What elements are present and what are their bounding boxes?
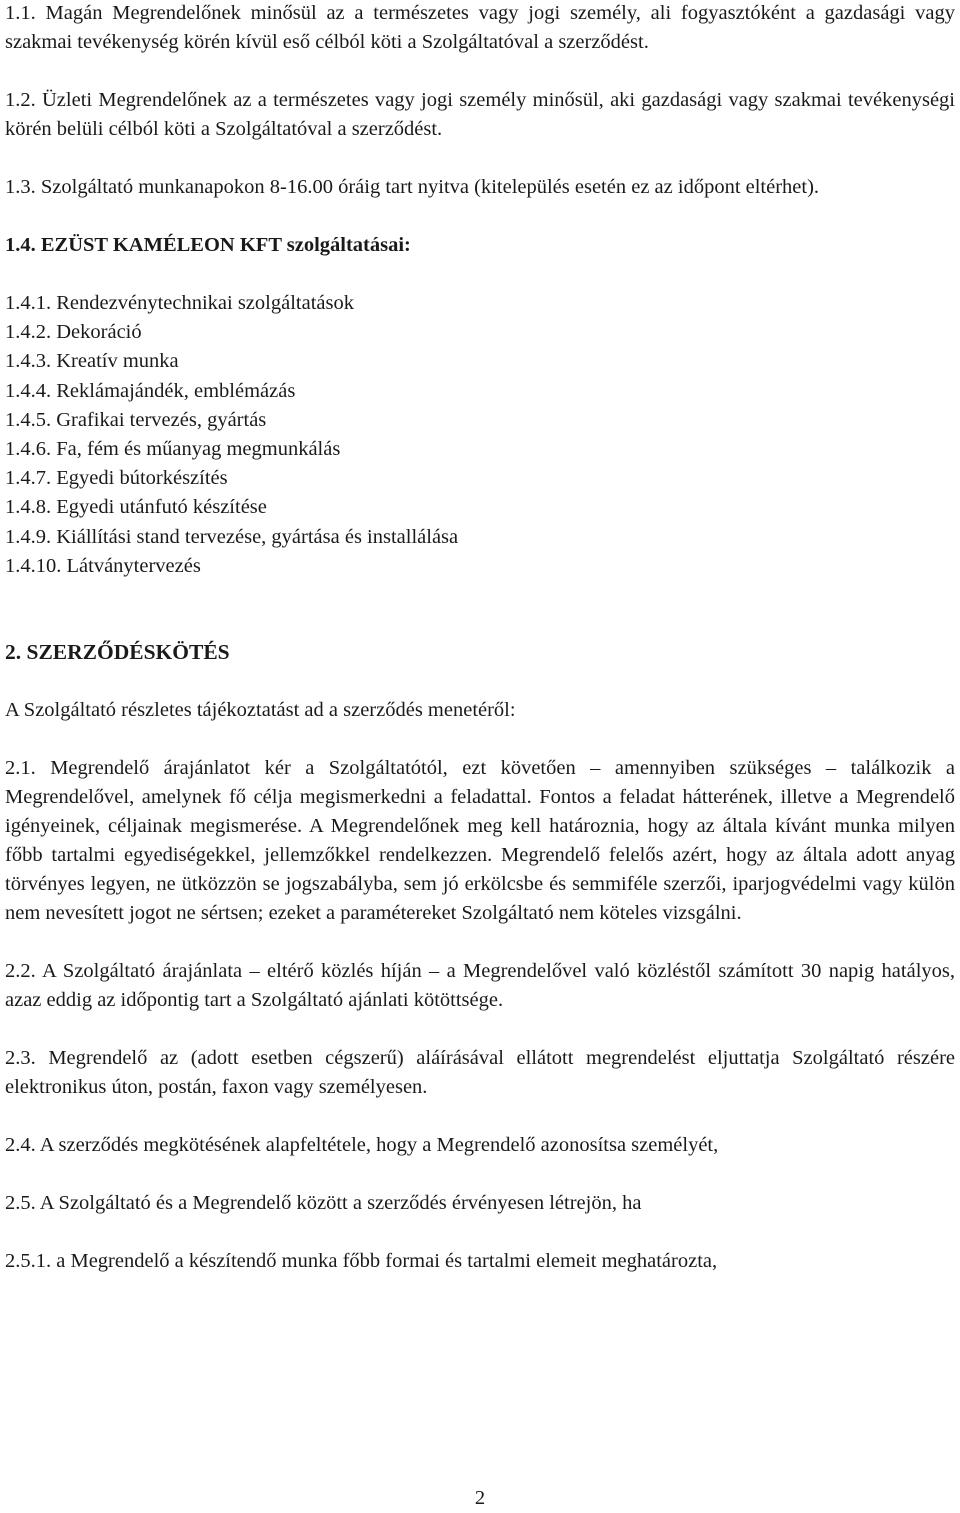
paragraph-2-2: 2.2. A Szolgáltató árajánlata – eltérő közlés híján – a Megrendelővel való közléstől számított 30 napig hatályos, azaz eddig az időpontig tart a Szolgáltató ajánlati kötöttsége. [5,960,955,1012]
paragraph-1-2: 1.2. Üzleti Megrendelőnek az a természetes vagy jogi személy minősül, aki gazdasági vagy szakmai tevékenységi körén belüli célból köti a Szolgáltatóval a szerződést. [5,89,955,140]
services-heading: 1.4. EZÜST KAMÉLEON KFT szolgáltatásai: [5,234,411,256]
document-page [5,0,955,1276]
paragraph-2-4: 2.4. A szerződés megkötésének alapfeltétele, hogy a Megrendelő azonosítsa személyét, [5,1134,719,1157]
paragraph-2-5-1: 2.5.1. a Megrendelő a készítendő munka főbb formai és tartalmi elemeit meghatározta, [5,1250,718,1273]
service-item: 1.4.3. Kreatív munka [5,350,179,373]
services-list [5,289,955,581]
section-2-heading: 2. SZERZŐDÉSKÖTÉS [5,640,230,665]
paragraph-1-3: 1.3. Szolgáltató munkanapokon 8-16.00 óráig tart nyitva (kitelepülés esetén ez az időpont eltérhet). [5,176,820,198]
page-number: 2 [474,1487,486,1509]
service-item: 1.4.1. Rendezvénytechnikai szolgáltatások [5,292,354,314]
service-item: 1.4.7. Egyedi bútorkészítés [5,467,228,490]
service-item: 1.4.4. Reklámajándék, emblémázás [5,379,296,402]
section-2-intro: A Szolgáltató részletes tájékoztatást ad a szerződés menetéről: [5,699,516,722]
service-item: 1.4.5. Grafikai tervezés, gyártás [5,408,267,431]
paragraph-2-1: 2.1. Megrendelő árajánlatot kér a Szolgáltatótól, ezt követően – amennyiben szükséges – találkozik a Megrendelővel, amelynek fő célja megismerkedni a feladattal. Fontos a feladat hátterének, illetve a Megrendelő igényeinek, céljainak megismerése. A Megrendelőnek meg kell határoznia, hogy az általa kívánt munka milyen főbb tartalmi egyediségekkel, jellemzőkkel rendelkezzen. Megrendelő felelős azért, hogy az általa adott anyag törvényes legyen, ne ütközzön se jogszabályba, sem jó erkölcsbe és semmiféle szerzői, iparjogvédelmi vagy külön nem nevesített jogot ne sértsen; ezeket a paramétereket Szolgáltató nem köteles vizsgálni. [5,757,955,925]
service-item: 1.4.2. Dekoráció [5,321,142,344]
paragraph-1-1: 1.1. Magán Megrendelőnek minősül az a természetes vagy jogi személy, ali fogyasztóként a gazdasági vagy szakmai tevékenység körén kívül eső célból köti a Szolgáltatóval a szerződést. [5,2,955,53]
service-item: 1.4.10. Látványtervezés [5,554,201,577]
service-item: 1.4.9. Kiállítási stand tervezése, gyártása és installálása [5,525,459,548]
paragraph-2-5: 2.5. A Szolgáltató és a Megrendelő között a szerződés érvényesen létrejön, ha [5,1192,642,1215]
paragraph-2-3: 2.3. Megrendelő az (adott esetben cégszerű) aláírásával ellátott megrendelést eljuttatja Szolgáltató részére elektronikus úton, postán, faxon vagy személyesen. [5,1047,955,1099]
service-item: 1.4.6. Fa, fém és műanyag megmunkálás [5,438,341,461]
service-item: 1.4.8. Egyedi utánfutó készítése [5,496,267,519]
